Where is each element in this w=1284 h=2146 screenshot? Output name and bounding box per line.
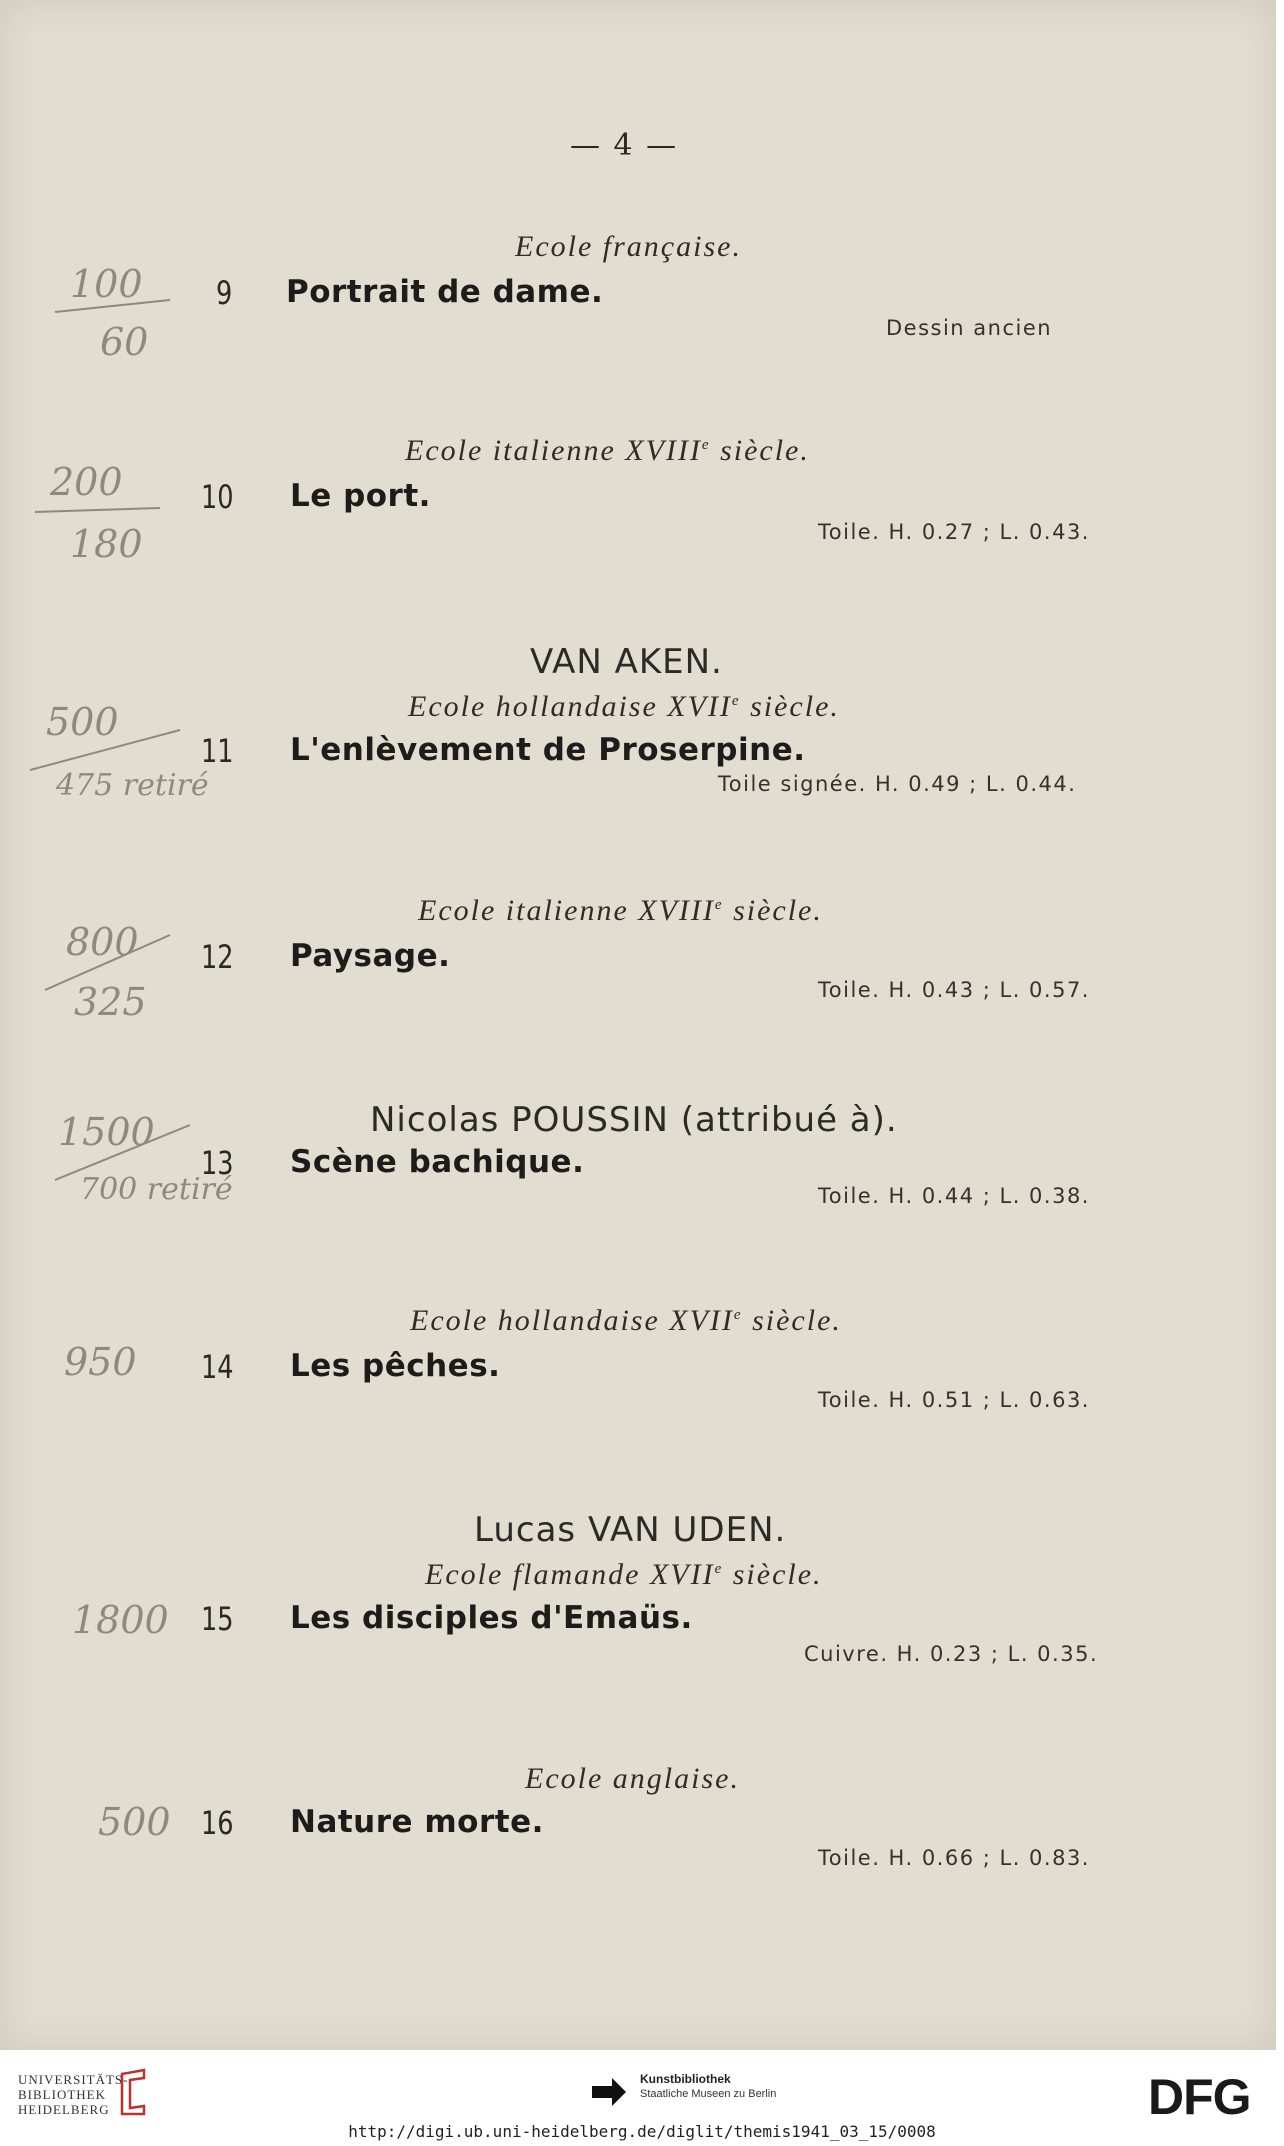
entry-16-number: 16 (201, 1804, 234, 1842)
entry-14-school: Ecole hollandaise XVIIe siècle. (410, 1304, 842, 1337)
kunstbibliothek-logo-icon (588, 2072, 630, 2114)
entry-12-school: Ecole italienne XVIIIe siècle. (418, 894, 823, 927)
entry-9-number: 9 (216, 274, 233, 312)
entry-13-meta: Toile. H. 0.44 ; L. 0.38. (818, 1184, 1090, 1208)
library-line-3: HEIDELBERG (18, 2102, 110, 2117)
entry-12-title: Paysage. (290, 938, 451, 974)
entry-15-school: Ecole flamande XVIIe siècle. (425, 1558, 823, 1591)
entry-12-meta: Toile. H. 0.43 ; L. 0.57. (818, 978, 1090, 1002)
entry-9-meta: Dessin ancien (886, 316, 1053, 340)
dfg-logo: DFG (1148, 2069, 1251, 2125)
library-line-2: BIBLIOTHEK (18, 2087, 106, 2102)
entry-9-school: Ecole française. (515, 230, 742, 263)
entry-11-artist: VAN AKEN. (530, 642, 723, 682)
entry-11-title: L'enlèvement de Proserpine. (290, 732, 806, 768)
entry-15-artist: Lucas VAN UDEN. (474, 1510, 787, 1550)
entry-13-pencil-price: 700 retiré (80, 1172, 233, 1207)
entry-16-meta: Toile. H. 0.66 ; L. 0.83. (818, 1846, 1090, 1870)
entry-10-meta: Toile. H. 0.27 ; L. 0.43. (818, 520, 1090, 544)
entry-15-title: Les disciples d'Emaüs. (290, 1600, 693, 1636)
pencil-stroke-13 (55, 1125, 190, 1180)
entry-12-pencil-estimate: 800 (66, 920, 139, 964)
entry-14-meta: Toile. H. 0.51 ; L. 0.63. (818, 1388, 1090, 1412)
kunstbibliothek-title: Kunstbibliothek (640, 2072, 731, 2086)
entry-13-artist: Nicolas POUSSIN (attribué à). (370, 1100, 898, 1140)
pencil-stroke-11 (30, 730, 180, 770)
pencil-stroke-12 (45, 935, 170, 990)
entry-10-school: Ecole italienne XVIIIe siècle. (405, 434, 810, 467)
entry-16-school: Ecole anglaise. (525, 1762, 740, 1795)
source-url[interactable]: http://digi.ub.uni-heidelberg.de/diglit/themis1941_03_15/0008 (348, 2122, 936, 2141)
library-name (18, 2072, 129, 2117)
entry-13-number: 13 (201, 1144, 234, 1182)
entry-10-title: Le port. (290, 478, 431, 514)
entry-10-number: 10 (201, 478, 234, 516)
entry-15-number: 15 (201, 1600, 234, 1638)
entry-13-pencil-estimate: 1500 (58, 1110, 155, 1154)
entry-15-pencil-price: 1800 (72, 1598, 169, 1642)
entry-9-pencil-estimate: 100 (70, 262, 143, 306)
entry-15-meta: Cuivre. H. 0.23 ; L. 0.35. (804, 1642, 1099, 1666)
entry-11-meta: Toile signée. H. 0.49 ; L. 0.44. (718, 772, 1077, 796)
entry-13-title: Scène bachique. (290, 1144, 585, 1180)
entry-10-pencil-estimate: 200 (50, 460, 123, 504)
entry-9-pencil-price: 60 (100, 320, 149, 364)
pencil-stroke-10 (35, 508, 160, 512)
footer-bar (0, 2050, 1284, 2146)
entry-11-school: Ecole hollandaise XVIIe siècle. (408, 690, 840, 723)
entry-12-pencil-price: 325 (74, 980, 147, 1024)
pencil-marks (0, 0, 260, 2000)
entry-14-pencil-price: 950 (64, 1340, 137, 1384)
library-line-1: UNIVERSITÄTS- (18, 2072, 129, 2087)
entry-9-title: Portrait de dame. (286, 274, 604, 310)
kunstbibliothek-subtitle: Staatliche Museen zu Berlin (640, 2088, 777, 2100)
page-number: — 4 — (570, 128, 679, 163)
entry-11-pencil-estimate: 500 (46, 700, 119, 744)
entry-11-pencil-price: 475 retiré (56, 768, 209, 803)
university-logo-icon (118, 2068, 148, 2116)
entry-11-number: 11 (201, 732, 234, 770)
entry-12-number: 12 (201, 938, 234, 976)
entry-14-title: Les pêches. (290, 1348, 501, 1384)
entry-16-pencil-price: 500 (98, 1800, 171, 1844)
pencil-stroke-9 (55, 300, 170, 312)
entry-10-pencil-price: 180 (70, 522, 143, 566)
entry-14-number: 14 (201, 1348, 234, 1386)
entry-16-title: Nature morte. (290, 1804, 544, 1840)
